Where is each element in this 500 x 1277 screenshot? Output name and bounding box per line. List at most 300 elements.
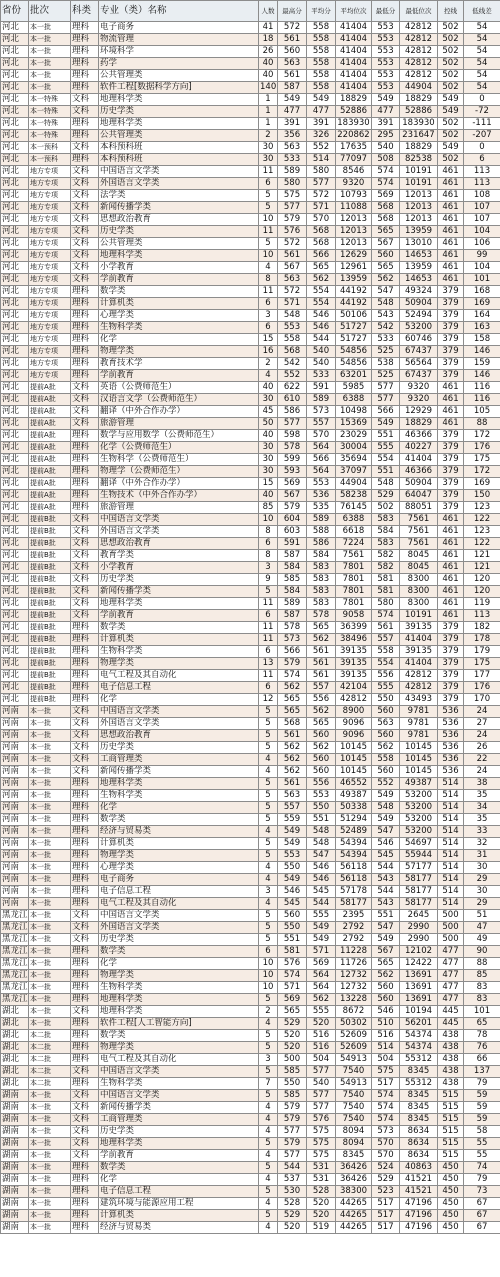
cell-avg-rank: 9320 [336,178,372,190]
cell-count: 4 [259,1018,278,1030]
cell-max-score: 587 [278,550,307,562]
cell-avg-rank: 10793 [336,190,372,202]
cell-count: 4 [259,898,278,910]
cell-batch: 本二批 [29,1078,71,1090]
cell-count: 41 [259,22,278,34]
cell-major: 计算机类 [99,298,259,310]
cell-min-rank: 13691 [400,970,438,982]
cell-avg-rank: 9096 [336,730,372,742]
cell-subject: 理科 [71,298,99,310]
cell-avg-score: 546 [307,322,336,334]
cell-min-score: 555 [372,682,400,694]
cell-avg-score: 546 [307,310,336,322]
cell-min-rank: 67437 [400,370,438,382]
cell-control-line: 502 [438,34,464,46]
cell-line-diff: 54 [464,58,500,70]
cell-major: 思想政治教育 [99,538,259,550]
cell-province: 河北 [1,142,29,154]
cell-province: 河北 [1,310,29,322]
cell-min-rank: 13959 [400,226,438,238]
cell-province: 河北 [1,214,29,226]
cell-count: 40 [259,58,278,70]
cell-control-line: 461 [438,202,464,214]
table-row [1,574,500,586]
cell-control-line: 461 [438,406,464,418]
cell-province: 河北 [1,466,29,478]
cell-province: 湖北 [1,1030,29,1042]
cell-subject: 理科 [71,874,99,886]
cell-avg-score: 560 [307,730,336,742]
cell-line-diff: 113 [464,166,500,178]
cell-province: 河南 [1,862,29,874]
table-row [1,202,500,214]
cell-avg-score: 562 [307,634,336,646]
cell-min-rank: 88051 [400,502,438,514]
cell-line-diff: 24 [464,706,500,718]
cell-province: 黑龙江 [2,934,28,944]
cell-line-diff: 85 [464,970,500,982]
cell-batch: 本一批 [29,838,71,850]
cell-control-line: 461 [438,382,464,394]
cell-major: 学前教育 [99,274,259,286]
cell-count: 5 [259,778,278,790]
cell-control-line: 438 [438,1054,464,1066]
cell-avg-rank: 42104 [336,682,372,694]
table-row [1,286,500,298]
cell-subject: 文科 [71,922,99,934]
cell-avg-score: 546 [307,862,336,874]
cell-province: 湖南 [1,1102,29,1114]
cell-province: 河北 [1,82,29,94]
cell-avg-score: 577 [307,1066,336,1078]
cell-count: 11 [259,166,278,178]
cell-min-rank: 40227 [400,442,438,454]
cell-subject: 理科 [71,694,99,706]
cell-max-score: 550 [278,1078,307,1090]
cell-province: 河北 [1,694,29,706]
cell-subject: 文科 [71,550,99,562]
cell-min-score: 560 [372,994,400,1006]
cell-subject: 理科 [71,430,99,442]
cell-control-line: 379 [438,694,464,706]
cell-min-rank: 9781 [400,718,438,730]
cell-min-rank: 55944 [400,850,438,862]
cell-province: 河北 [1,670,29,682]
table-row [1,658,500,670]
table-row [1,562,500,574]
cell-avg-score: 544 [307,334,336,346]
cell-avg-score: 560 [307,766,336,778]
table-row [1,742,500,754]
cell-avg-score: 558 [307,22,336,34]
table-row [1,430,500,442]
cell-avg-rank: 63201 [336,370,372,382]
cell-avg-score: 568 [307,226,336,238]
cell-major: 数学类 [99,946,259,958]
cell-avg-score: 560 [307,754,336,766]
cell-max-score: 578 [278,622,307,634]
cell-line-diff: 123 [464,502,500,514]
cell-min-rank: 10194 [400,1006,438,1018]
cell-avg-score: 558 [307,34,336,46]
cell-max-score: 553 [278,850,307,862]
cell-subject: 理科 [71,22,99,34]
cell-province: 河南 [1,886,29,898]
cell-count: 30 [259,154,278,166]
cell-min-score: 560 [372,982,400,994]
cell-major: 药学 [99,58,259,70]
cell-major: 公共管理类 [99,70,259,82]
cell-batch: 提前B批 [29,634,71,646]
cell-control-line: 379 [438,454,464,466]
cell-province: 河南 [1,718,29,730]
cell-avg-score: 504 [307,1054,336,1066]
cell-max-score: 579 [278,1138,307,1150]
cell-major: 电子商务 [99,874,259,886]
cell-batch: 本一批 [29,886,71,898]
cell-line-diff: 119 [464,598,500,610]
cell-max-score: 581 [278,946,307,958]
cell-batch: 提前B批 [29,658,71,670]
cell-avg-score: 548 [307,826,336,838]
table-row [1,586,500,598]
cell-major: 化学 [99,694,259,706]
cell-count: 5 [259,1210,278,1222]
cell-avg-score: 550 [307,802,336,814]
cell-batch: 本一批 [29,754,71,766]
cell-min-rank: 12102 [400,946,438,958]
cell-min-rank: 49387 [400,778,438,790]
cell-batch: 提前A批 [29,490,71,502]
cell-subject: 理科 [71,1042,99,1054]
table-row [1,274,500,286]
cell-min-rank: 46366 [400,466,438,478]
cell-min-score: 560 [372,730,400,742]
cell-avg-score: 558 [307,70,336,82]
cell-line-diff: 122 [464,538,500,550]
cell-avg-rank: 11228 [336,946,372,958]
cell-major: 计算机类 [99,1210,259,1222]
table-row [1,922,500,934]
cell-major: 工商管理类 [99,1114,259,1126]
cell-major: 电子商务 [99,22,259,34]
cell-subject: 文科 [71,514,99,526]
cell-batch: 提前A批 [29,406,71,418]
cell-control-line: 461 [438,514,464,526]
table-row [1,802,500,814]
cell-line-diff: 107 [464,202,500,214]
cell-control-line: 450 [438,1222,464,1234]
cell-major: 中国语言文学类 [99,166,259,178]
cell-min-score: 584 [372,526,400,538]
cell-control-line: 477 [438,970,464,982]
table-row [1,322,500,334]
cell-major: 中国语言文学类 [99,910,259,922]
cell-min-score: 560 [372,766,400,778]
cell-min-score: 548 [372,478,400,490]
cell-province: 湖南 [1,1186,29,1198]
cell-min-rank: 8634 [400,1126,438,1138]
cell-batch: 提前B批 [29,610,71,622]
cell-line-diff: 51 [464,910,500,922]
cell-count: 5 [259,238,278,250]
cell-subject: 理科 [71,82,99,94]
cell-avg-score: 556 [307,694,336,706]
cell-avg-score: 547 [307,850,336,862]
cell-max-score: 537 [278,1174,307,1186]
cell-avg-rank: 44265 [336,1222,372,1234]
cell-min-rank: 9320 [400,382,438,394]
cell-min-rank: 8345 [400,1066,438,1078]
cell-province: 河北 [1,286,29,298]
cell-min-score: 508 [372,154,400,166]
cell-batch: 本一批 [29,778,71,790]
cell-min-rank: 54374 [400,1030,438,1042]
table-row [1,1126,500,1138]
cell-line-diff: 54 [464,70,500,82]
cell-min-rank: 50904 [400,478,438,490]
cell-major: 英语（公费师范生） [99,382,259,394]
cell-province: 湖北 [1,1018,29,1030]
cell-line-diff: 172 [464,430,500,442]
cell-min-score: 582 [372,550,400,562]
cell-max-score: 560 [278,46,307,58]
cell-min-rank: 57177 [400,862,438,874]
cell-avg-score: 591 [307,382,336,394]
cell-avg-rank: 7540 [336,1114,372,1126]
cell-min-score: 549 [372,814,400,826]
cell-avg-rank: 6388 [336,394,372,406]
table-row [1,538,500,550]
cell-control-line: 379 [438,310,464,322]
cell-min-score: 523 [372,1186,400,1198]
cell-batch: 地方专项 [29,274,71,286]
cell-avg-rank: 23029 [336,430,372,442]
cell-subject: 理科 [71,442,99,454]
cell-batch: 地方专项 [29,286,71,298]
cell-control-line: 514 [438,826,464,838]
cell-control-line: 461 [438,526,464,538]
cell-control-line: 515 [438,1114,464,1126]
cell-batch: 提前A批 [29,502,71,514]
cell-line-diff: 54 [464,22,500,34]
table-body [1,22,500,1234]
cell-line-diff: 137 [464,1066,500,1078]
cell-count: 6 [259,538,278,550]
cell-province: 河北 [1,262,29,274]
cell-max-score: 572 [278,238,307,250]
cell-min-rank: 41404 [400,658,438,670]
cell-province: 河北 [1,238,29,250]
cell-control-line: 515 [438,1102,464,1114]
cell-batch: 本一批 [29,1198,71,1210]
cell-max-score: 567 [278,262,307,274]
cell-province: 河北 [1,346,29,358]
cell-line-diff: 106 [464,238,500,250]
cell-min-score: 568 [372,214,400,226]
cell-min-score: 558 [372,754,400,766]
cell-max-score: 549 [278,826,307,838]
cell-avg-score: 583 [307,586,336,598]
cell-max-score: 477 [278,106,307,118]
cell-major: 汉语言文学（公费师范生） [99,394,259,406]
cell-subject: 理科 [71,1162,99,1174]
cell-batch: 提前A批 [29,478,71,490]
cell-major: 法学类 [99,190,259,202]
cell-min-rank: 58177 [400,886,438,898]
cell-subject: 理科 [71,622,99,634]
cell-max-score: 586 [278,406,307,418]
cell-avg-score: 573 [307,406,336,418]
cell-min-rank: 8634 [400,1138,438,1150]
cell-count: 85 [259,502,278,514]
cell-batch: 本一批 [29,1222,71,1234]
cell-avg-score: 575 [307,1150,336,1162]
cell-line-diff: 73 [464,1186,500,1198]
table-row [1,778,500,790]
cell-count: 1 [259,118,278,130]
cell-subject: 文科 [71,1126,99,1138]
cell-batch: 本一批 [29,742,71,754]
cell-count: 3 [259,1054,278,1066]
table-row [1,790,500,802]
cell-province: 湖南 [1,1138,29,1150]
cell-avg-score: 531 [307,1174,336,1186]
cell-batch: 本一批 [29,814,71,826]
cell-subject: 理科 [71,1198,99,1210]
cell-max-score: 544 [278,1162,307,1174]
cell-avg-rank: 56118 [336,874,372,886]
cell-avg-score: 589 [307,394,336,406]
cell-max-score: 561 [278,730,307,742]
cell-subject: 文科 [71,610,99,622]
cell-avg-score: 588 [307,526,336,538]
cell-min-rank: 183930 [400,118,438,130]
cell-count: 4 [259,1174,278,1186]
cell-major: 地理科学类 [99,1138,259,1150]
cell-min-rank: 8300 [400,574,438,586]
table-row [1,406,500,418]
cell-province: 黑龙江 [2,994,28,1004]
cell-min-rank: 39135 [400,622,438,634]
table-row [1,982,500,994]
table-row [1,178,500,190]
cell-province: 河北 [1,298,29,310]
cell-province: 河北 [1,70,29,82]
cell-batch: 本二批 [29,1066,71,1078]
cell-min-rank: 2990 [400,922,438,934]
cell-subject: 理科 [71,682,99,694]
cell-min-score: 580 [372,598,400,610]
cell-province: 湖南 [1,1126,29,1138]
cell-line-diff: 79 [464,1078,500,1090]
cell-min-score: 575 [372,1066,400,1078]
cell-control-line: 502 [438,46,464,58]
cell-control-line: 379 [438,682,464,694]
cell-province: 河北 [1,574,29,586]
cell-avg-rank: 7540 [336,1090,372,1102]
cell-avg-rank: 56118 [336,862,372,874]
cell-count: 12 [259,694,278,706]
cell-min-rank: 43493 [400,694,438,706]
cell-min-rank: 39135 [400,646,438,658]
cell-province: 河北 [1,502,29,514]
cell-avg-rank: 50302 [336,1018,372,1030]
cell-count: 6 [259,322,278,334]
cell-avg-rank: 15369 [336,418,372,430]
table-row [1,70,500,82]
cell-province: 河北 [1,550,29,562]
cell-avg-rank: 58177 [336,898,372,910]
cell-min-rank: 2990 [400,934,438,946]
cell-max-score: 591 [278,538,307,550]
table-header-row [1,1,500,22]
cell-avg-score: 520 [307,1018,336,1030]
cell-avg-rank: 12732 [336,970,372,982]
table-row [1,1114,500,1126]
cell-avg-score: 553 [307,478,336,490]
cell-control-line: 502 [438,70,464,82]
cell-max-score: 558 [278,334,307,346]
cell-avg-score: 516 [307,1030,336,1042]
cell-avg-rank: 6618 [336,526,372,538]
table-row [1,1162,500,1174]
cell-province: 河北 [1,634,29,646]
cell-max-score: 530 [278,1186,307,1198]
cell-province: 河北 [1,682,29,694]
cell-count: 5 [259,1042,278,1054]
cell-avg-score: 577 [307,1102,336,1114]
cell-min-score: 562 [372,742,400,754]
cell-avg-rank: 12961 [336,262,372,274]
cell-min-score: 555 [372,442,400,454]
cell-line-diff: 99 [464,250,500,262]
cell-min-rank: 52886 [400,106,438,118]
cell-max-score: 520 [278,1222,307,1234]
cell-subject: 文科 [71,910,99,922]
cell-min-score: 560 [372,706,400,718]
cell-line-diff: 150 [464,490,500,502]
cell-min-rank: 42812 [400,670,438,682]
cell-max-score: 561 [278,778,307,790]
cell-subject: 理科 [71,358,99,370]
cell-avg-score: 562 [307,994,336,1006]
cell-avg-score: 565 [307,718,336,730]
cell-avg-rank: 54913 [336,1078,372,1090]
header-avg-rank: 平均位次 [336,1,372,22]
cell-count: 5 [259,802,278,814]
cell-control-line: 461 [438,598,464,610]
cell-major: 生物科学类 [99,322,259,334]
cell-avg-rank: 9096 [336,718,372,730]
cell-line-diff: 123 [464,526,500,538]
cell-control-line: 379 [438,646,464,658]
cell-min-rank: 13959 [400,262,438,274]
cell-batch: 本一批 [29,1114,71,1126]
table-row [1,58,500,70]
cell-control-line: 514 [438,778,464,790]
cell-min-rank: 10191 [400,178,438,190]
cell-batch: 本一批 [29,34,71,46]
cell-line-diff: 104 [464,262,500,274]
cell-avg-rank: 37097 [336,466,372,478]
cell-batch: 本一批 [29,922,71,934]
cell-province: 河北 [1,154,29,166]
cell-subject: 文科 [71,934,99,946]
table-row [1,706,500,718]
cell-max-score: 520 [278,1042,307,1054]
cell-line-diff: 30 [464,862,500,874]
